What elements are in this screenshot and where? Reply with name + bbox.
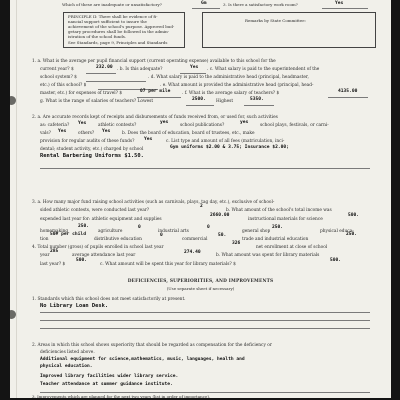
answer-line (40, 168, 370, 169)
q3-line-4e: physical educa- (320, 229, 354, 234)
q2-line-3c: b. Does the board of education, board of trustees, etc., make (122, 131, 255, 136)
q3-line-5: tion (40, 237, 49, 242)
q3-line-5c: commercial (182, 237, 208, 242)
general-shop-amount: 250. (272, 225, 284, 230)
principle-line: nancial support sufficient to insure the (68, 19, 147, 24)
highest-salary: 5350. (250, 97, 264, 102)
deficiency-question-2b: deficiencies listed above. (40, 350, 95, 355)
total-enrollment: 326 (232, 241, 241, 246)
travel-expense: 07 per mile (140, 89, 171, 94)
q4-line-2b: average attendance last year (72, 253, 136, 258)
answer-line (40, 392, 370, 393)
answer-line (328, 97, 368, 98)
deficiency-question-3: 3. Improvements which are planned for the next two years (list in order of importance). (32, 394, 211, 398)
q3-line-5d: trade and industrial education (242, 237, 309, 242)
q1-line-3b: . d. What salary is paid to the administrative head (principal, headmaster, (148, 75, 309, 80)
average-salary: 4135.00 (338, 89, 358, 94)
improvement-answer-2: physical education. (40, 364, 93, 369)
form-page (10, 0, 391, 398)
work-room-answer: Yes (335, 1, 344, 6)
improvement-answer-3: Improved library facilities wider library service. (40, 374, 179, 379)
q3-line-4b: agriculture (98, 229, 123, 234)
answer-line (137, 97, 181, 98)
q2-line-2d: school plays, festivals, or carni- (260, 123, 329, 128)
deficiency-answer-1: No Library Loan Desk. (40, 303, 109, 309)
library-spend-this-year: 500. (330, 258, 342, 263)
answer-line (186, 105, 214, 106)
homemaking-amount: 250. (78, 224, 90, 229)
library-spent-last-year: 500. (76, 258, 88, 263)
q1-line-2b: . b. Is this adequate? (117, 67, 163, 72)
deficiency-question-2a: 2. Areas in which this school shows superiority that should be regarded as compensation for the deficiency or (32, 343, 272, 348)
q4-line-1b: net enrollment at close of school (256, 245, 328, 250)
fund-raising-activities: 2 (200, 204, 203, 209)
net-enrollment: 285 (50, 249, 59, 254)
audits-answer: Yes (144, 137, 153, 142)
q1-line-3: school system? $ (40, 75, 77, 80)
q1-line-6: g. What is the range of salaries of teachers? Lowest (40, 99, 154, 104)
q3-line-4: homemaking (40, 229, 69, 234)
q2-line-4: provision for regular audits of these funds? (40, 139, 135, 144)
deficiencies-heading: DEFICIENCIES, SUPERIORITIES, AND IMPROVEMENTS (127, 279, 274, 284)
support-adequate: Yes (190, 65, 199, 70)
q3-line-2: sided athletic contests, were conducted last year? (40, 208, 150, 213)
publications-records: yes (240, 120, 249, 125)
deficiency-question-1: 1. Standards which this school does not meet satisfactorily at present. (32, 297, 186, 302)
principle-line: getary procedures shall be followed in the admin- (68, 29, 170, 34)
q1-line-4: etc.) of this school? $ (40, 83, 87, 88)
principle-line: achievement of the school's purpose. Approved bud- (68, 24, 175, 29)
q1-line-5b: . f. What is the average salary of teachers? $ (182, 91, 280, 96)
other-records: Yes (102, 129, 111, 134)
answer-line (192, 8, 220, 9)
lowest-salary: 2500. (192, 97, 206, 102)
physical-education-amount: 50# per child (50, 232, 86, 237)
science-amount: 500. (348, 213, 360, 218)
q2-line-3b: others? (78, 131, 95, 136)
improvement-answer-1: Additional equipment for science,mathematics, music, languages, health and (40, 357, 245, 362)
principle-line: PRINCIPLE II: There shall be evidence of fi- (68, 14, 158, 19)
q2-line-2b: athletic contests? (98, 123, 137, 128)
deficiencies-subheading: (Use separate sheet if necessary) (166, 286, 235, 291)
athletic-equipment-amount: 2660.00 (210, 213, 230, 218)
answer-line (86, 81, 146, 82)
answer-line (40, 312, 370, 313)
answer-line (86, 73, 116, 74)
q3-line-3b: instructional materials for science (248, 217, 323, 222)
q3-line-5b: distributive education (94, 237, 142, 242)
principle-box (63, 12, 185, 48)
q3-line-2b: b. What amount of the school's total income was (226, 208, 332, 213)
q2-line-1: 2. a. Are accurate records kept of receipts and disbursements of funds received from, or used for, such activities (32, 115, 278, 120)
fees-answer-continued: Rental Barbering Uniforms $1.50. (40, 153, 144, 159)
answer-line (40, 320, 370, 321)
answer-line (244, 105, 274, 106)
q3-line-3: expended last year for: athletic equipment and supplies (40, 217, 162, 222)
q1-line-2: current year? $ (40, 67, 74, 72)
q3-line-4d: general shop (242, 229, 271, 234)
q1-line-4b: . e. What amount is provided the administrative head (principal, head- (160, 83, 314, 88)
q1-line-2c: . c. What salary is paid to the superintendent of the (207, 67, 320, 72)
q1-line-1: 1. a. What is the average per pupil financial support (current operating expense) available to this school for the (32, 59, 276, 64)
q3-line-1: 3. a. How many major fund raising school activities (such as carnivals, plays, tag day, etc.), exclusive of school- (32, 200, 275, 205)
industrial-arts-amount: 0 (207, 225, 210, 230)
punch-hole (10, 96, 16, 105)
per-pupil-support: 232.00 (96, 65, 113, 70)
principle-line: See Standards, page 9, Principles and Standards (68, 40, 168, 45)
cafeteria-records: Yes (78, 121, 87, 126)
answer-line (322, 8, 368, 9)
athletic-records: yes (160, 120, 169, 125)
commercial-amount: 50. (218, 233, 227, 238)
q2-line-3: vals? (40, 131, 51, 136)
trade-industrial-amount: 250. (346, 232, 358, 237)
q1-line-6b: Highest (216, 99, 234, 104)
inadequate-question: Which of these are inadequate or unsatisfactory? (62, 2, 162, 7)
q2-line-4b: c. List type and amount of all fees (matriculation, inci- (166, 139, 285, 144)
principle-line: istration of the school funds. (68, 34, 127, 39)
q4-line-2c: b. What amount was spent for library materials (216, 253, 320, 258)
average-attendance: 274.40 (184, 250, 201, 255)
q4-line-3b: c. What amount will be spent this year for library materials? $ (100, 262, 236, 267)
q2-line-2c: school publications? (180, 123, 225, 128)
inadequate-answer: Gm (201, 1, 207, 6)
remarks-label: Remarks by State Committee: (245, 18, 306, 23)
work-room-question: 3. Is there a satisfactory work room? (223, 2, 298, 7)
q4-line-3: last year? $ (40, 262, 66, 267)
q2-line-5: dental; student activity, etc.) charged by school (40, 147, 144, 152)
q4-line-1: 4. Total number (gross) of pupils enrolled in school last year (32, 245, 164, 250)
q1-line-5: master, etc.) for expenses of travel? $ (40, 91, 123, 96)
q4-line-2: year (40, 253, 50, 258)
distributive-education-amount: 0 (160, 233, 163, 238)
remarks-box (202, 12, 376, 48)
q3-line-4c: industrial arts (158, 229, 189, 234)
fees-answer: Gym uniforms $2.00 & 3.75; Insurance $2.00; (170, 145, 289, 150)
answer-line (40, 328, 370, 329)
punch-hole (10, 310, 16, 319)
improvement-answer-4: Teacher attendance at summer guidance institute. (40, 382, 173, 387)
q2-line-2: as: cafeteria? (40, 123, 70, 128)
answer-line (180, 73, 206, 74)
agriculture-amount: 0 (138, 225, 141, 230)
carnivals-records: Yes (58, 129, 67, 134)
